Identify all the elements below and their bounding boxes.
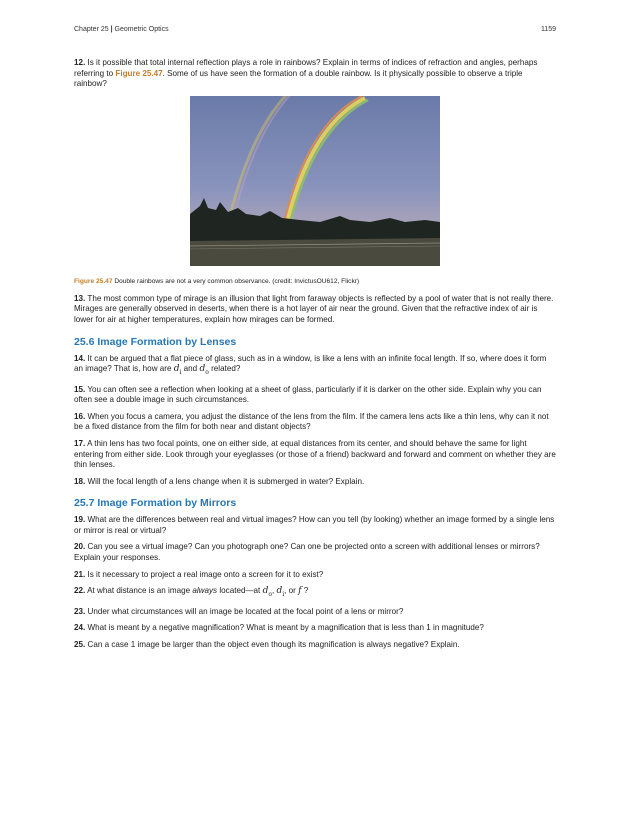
question-text: The most common type of mirage is an illusion that light from faraway objects is reflected by a pool of water that is not really there. Mirages are generally observed in deserts, when there is a hot layer of air near the ground. Given that the refractive index of air is lower for air at higher temperatures, explain how mirages can be formed. [74,293,554,324]
question-number: 21. [74,569,86,579]
figure-link[interactable]: Figure 25.47 [115,68,163,78]
question-16 [74,412,556,433]
question-text: ? [303,586,309,596]
chapter-title: Geometric Optics [114,26,169,33]
page-number: 1159 [540,26,556,33]
question-number: 22. [74,586,86,596]
ground [190,238,440,266]
question-text: What are the differences between real and virtual images? How can you tell (by looking) whether an image formed by a single lens or mirror is real or virtual? [74,515,555,535]
math-d-o: $d_o$ [262,586,272,599]
math-d-o: $d_o$ [199,364,209,376]
question-text: Can a case 1 image be larger than the object even though its magnification is always negative? Explain. [87,639,460,649]
double-rainbow-photo [190,96,440,266]
question-text: What is meant by a negative magnification? What is meant by a magnification that is less than 1 in magnitude? [87,623,484,633]
question-number: 20. [74,542,86,552]
question-number: 25. [74,639,86,649]
question-number: 12. [74,58,86,67]
figure-label: Figure 25.47 [74,277,113,285]
section-heading-25-6: 25.6 Image Formation by Lenses [74,335,237,348]
figure-25-47 [74,96,556,286]
question-14 [74,354,556,379]
question-text: Can you see a virtual image? Can you photograph one? Can one be projected onto a screen with additional lenses or mirrors? Explain your responses. [74,542,540,563]
question-text: related? [211,364,241,374]
question-text: When you focus a camera, you adjust the distance of the lens from the film. If the camera lens acts like a thin lens, why can it not be a fixed distance from the film for both near and distant objects? [74,411,549,432]
question-24 [74,623,556,634]
figure-image-wrap [74,96,556,266]
question-number: 13. [74,293,86,303]
question-18 [74,477,556,488]
question-12 [74,58,556,90]
question-17 [74,439,556,471]
question-19 [74,515,556,536]
question-text: and [183,364,198,374]
question-25 [74,640,556,651]
question-number: 19. [74,515,86,525]
emphasis: always [192,586,218,596]
math-d-i: $d_i$ [276,586,285,599]
question-number: 14. [74,353,86,363]
question-21 [74,570,556,581]
question-number: 16. [74,411,86,421]
question-15 [74,385,556,406]
caption-text: Double rainbows are not a very common observance. (credit: InvictusOU612, Flickr) [114,277,360,285]
question-text: Will the focal length of a lens change when it is submerged in water? Explain. [87,476,365,486]
question-20 [74,542,556,563]
question-text: Is it possible that total internal reflection plays a role in rainbows? Explain in terms of indices of refraction and angles, perhaps referring to [74,58,538,78]
page-content [74,58,556,656]
figure-caption [74,277,556,286]
question-number: 17. [74,438,86,448]
question-22 [74,586,556,600]
question-number: 24. [74,623,86,633]
question-text: , or [284,586,296,596]
question-number: 18. [74,476,86,486]
chapter-label: Chapter 25 [74,26,109,33]
question-23 [74,607,556,618]
question-text: . Some of us have seen the formation of a double rainbow. Is it physically possible to observe a triple rainbow? [74,68,523,89]
question-text: You can often see a reflection when looking at a sheet of glass, particularly if it is darker on the other side. Explain why you can often see a double image in such circumstances. [74,384,542,405]
question-text: At what distance is an image [87,586,191,596]
question-number: 15. [74,384,86,394]
question-text: Under what circumstances will an image be located at the focal point of a lens or mirror? [87,606,404,616]
math-d-i: $d_i$ [173,364,182,376]
question-text: Is it necessary to project a real image onto a screen for it to exist? [87,569,324,579]
page-header [74,26,556,33]
math-f: f [298,586,302,597]
question-13 [74,294,556,326]
header-separator: | [110,26,113,33]
question-number: 23. [74,606,86,616]
question-text: It can be argued that a flat piece of glass, such as in a window, is like a lens with an infinite focal length. If so, where does it form an image? That is, how are [74,353,547,374]
question-text: A thin lens has two focal points, one on either side, at equal distances from its center, and should behave the same for light entering from either side. Look through your eyeglasses (or those of a friend) backward and forward and comment on whether they are thin lenses. [74,438,556,470]
question-text: located—at [219,586,261,596]
question-text: , [271,586,275,596]
section-heading-25-7: 25.7 Image Formation by Mirrors [74,497,237,510]
running-head [74,26,169,33]
